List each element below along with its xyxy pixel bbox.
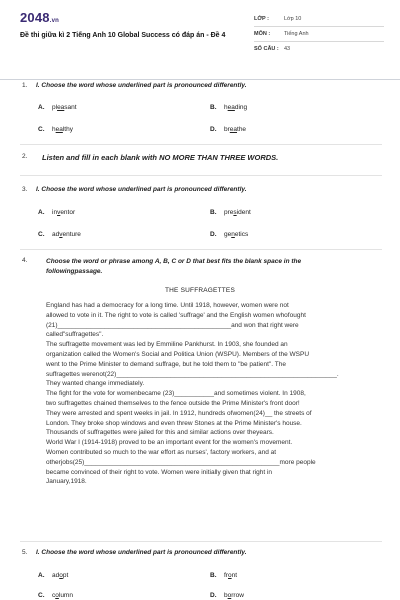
- word-part: pt: [62, 572, 69, 579]
- word-part: rrow: [231, 592, 244, 599]
- underlined-part: ea: [57, 104, 65, 111]
- passage-line: London. They broke shop windows and even threw Stones at the Prime Minister's house.: [46, 419, 302, 427]
- passage-line: England has had a democracy for a long time. Until 1918, however, women were not: [46, 302, 289, 309]
- option-d[interactable]: [210, 126, 246, 133]
- word-part: ident: [236, 209, 251, 216]
- logo-text: 2048: [20, 10, 50, 25]
- meta-value: 43: [284, 46, 291, 52]
- meta-value: Lớp 10: [284, 16, 302, 22]
- question-number: 1.: [22, 82, 28, 89]
- passage-line: otherjobs(25)______________________________________________________more people: [46, 458, 316, 466]
- passage-line: World War I (1914-1918) proved to be an important event for the women's movement.: [46, 439, 293, 447]
- word-part: ad: [52, 231, 60, 238]
- passage-line: They wanted change immediately.: [46, 380, 145, 388]
- option-b[interactable]: [210, 572, 237, 579]
- option-c[interactable]: [38, 592, 73, 599]
- question-text: I. Choose the word whose underlined part is pronounced differently.: [36, 82, 247, 89]
- divider: [20, 175, 382, 176]
- passage-title: THE SUFFRAGETTES: [164, 287, 235, 294]
- passage-line: The fight for the vote for womenbecame (23)___________and sometimes violent. In 1908,: [46, 390, 306, 398]
- question-number: 3.: [22, 186, 28, 193]
- question-text: I. Choose the word whose underlined part is pronounced differently.: [36, 186, 247, 193]
- word-part: in: [52, 209, 58, 216]
- option-d[interactable]: [210, 231, 248, 238]
- divider: [254, 26, 384, 27]
- option-letter: C.: [38, 592, 45, 599]
- underlined-part: s: [233, 209, 237, 216]
- word-part: h: [224, 104, 228, 111]
- option-letter: A.: [38, 572, 45, 579]
- underlined-part: ea: [227, 104, 235, 111]
- underlined-part: o: [227, 572, 232, 579]
- question-text: Listen and fill in each blank with NO MORE THAN THREE WORDS.: [42, 153, 279, 162]
- option-a[interactable]: [38, 209, 75, 216]
- word-part: pre: [224, 209, 234, 216]
- passage-line: two suffragettes chained themselves to the fence outside the Prime Minister's front door!: [46, 399, 300, 407]
- passage-line: organization called the Women's Social and Politica Union (WSPU). Members of the WSPU: [46, 350, 310, 358]
- divider: [20, 249, 382, 250]
- option-a[interactable]: [38, 104, 77, 111]
- underlined-part: v: [57, 209, 61, 216]
- passage-line: Women contributed so much to the war effort as nurses', factory workers, and at: [46, 448, 277, 456]
- question-text: I. Choose the word whose underlined part is pronounced differently.: [36, 549, 247, 556]
- option-a[interactable]: [38, 572, 68, 579]
- divider: [20, 144, 382, 145]
- word-part: entor: [60, 209, 76, 216]
- word-part: ding: [234, 104, 248, 111]
- option-letter: C.: [38, 231, 45, 238]
- underlined-part: ea: [55, 126, 63, 133]
- underlined-part: o: [227, 592, 232, 599]
- question-number: 4.: [22, 257, 28, 264]
- word-part: b: [224, 592, 228, 599]
- question-text: Choose the word or phrase among A, B, C or D that best fits the blank space in the followingpassage.: [46, 258, 302, 275]
- word-part: lthy: [62, 126, 73, 133]
- option-letter: A.: [38, 104, 45, 111]
- passage-line: called"suffragettes".: [46, 331, 104, 339]
- option-c[interactable]: [38, 126, 73, 133]
- option-letter: B.: [210, 572, 217, 579]
- question-number: 2.: [22, 153, 28, 160]
- document-title: Đề thi giữa kì 2 Tiếng Anh 10 Global Success có đáp án - Đề 4: [20, 32, 226, 39]
- option-letter: D.: [210, 126, 217, 133]
- passage-line: January,1918.: [46, 478, 87, 486]
- page-header: [0, 0, 400, 80]
- underlined-part: v: [59, 231, 63, 238]
- passage: [46, 301, 359, 487]
- word-part: sant: [64, 104, 77, 111]
- meta-label: MÔN :: [254, 31, 271, 37]
- option-c[interactable]: [38, 231, 81, 238]
- underlined-part: o: [59, 572, 63, 579]
- word-part: h: [52, 126, 56, 133]
- option-letter: D.: [210, 231, 217, 238]
- option-letter: D.: [210, 592, 217, 599]
- word-part: enture: [62, 231, 81, 238]
- option-b[interactable]: [210, 209, 251, 216]
- passage-line: They were arrested and spent weeks in jail. In 1912, hundreds ofwomen(24)__ the streets of: [46, 409, 312, 417]
- word-part: ge: [224, 231, 232, 238]
- site-logo[interactable]: [20, 10, 59, 25]
- option-letter: B.: [210, 209, 217, 216]
- logo-suffix: .vn: [49, 18, 60, 24]
- option-letter: C.: [38, 126, 45, 133]
- underlined-part: ea: [229, 126, 238, 133]
- passage-line: Thousands of suffragettes were jailed for this and similar actions over theyears.: [46, 429, 274, 437]
- passage-line: The suffragette movement was led by Emmiline Pankhurst. In 1903, she founded an: [46, 341, 288, 349]
- passage-line: suffragettes werenot(22)_____________________________________________________________.: [46, 370, 339, 378]
- meta-label: SỐ CÂU :: [254, 46, 279, 52]
- word-part: c: [52, 592, 56, 599]
- word-part: nt: [231, 572, 238, 579]
- passage-line: (21)________________________________________________and won that right were: [46, 321, 299, 329]
- question-number: 5.: [22, 549, 28, 556]
- passage-line: became convinced of their right to vote. Women were initially given that right in: [46, 468, 273, 476]
- word-part: ad: [52, 572, 60, 579]
- divider: [20, 541, 382, 542]
- passage-line: allowed to vote in it. The right to vote is called 'suffrage' and the English women whofought: [46, 311, 306, 319]
- option-b[interactable]: [210, 104, 247, 111]
- divider: [254, 41, 384, 42]
- word-part: pl: [52, 104, 58, 111]
- meta-label: LỚP :: [254, 16, 269, 22]
- underlined-part: o: [55, 592, 59, 599]
- option-letter: B.: [210, 104, 217, 111]
- word-part: fr: [224, 572, 228, 579]
- word-part: the: [237, 126, 247, 133]
- option-letter: A.: [38, 209, 45, 216]
- underlined-part: n: [231, 231, 235, 238]
- passage-line: went to the Prime Minister to demand suffrage, but he told them to "be patient". The: [46, 360, 286, 368]
- word-part: lumn: [58, 592, 73, 599]
- word-part: br: [224, 126, 230, 133]
- meta-value: Tiếng Anh: [284, 31, 309, 37]
- option-d[interactable]: [210, 592, 244, 599]
- word-part: etics: [234, 231, 249, 238]
